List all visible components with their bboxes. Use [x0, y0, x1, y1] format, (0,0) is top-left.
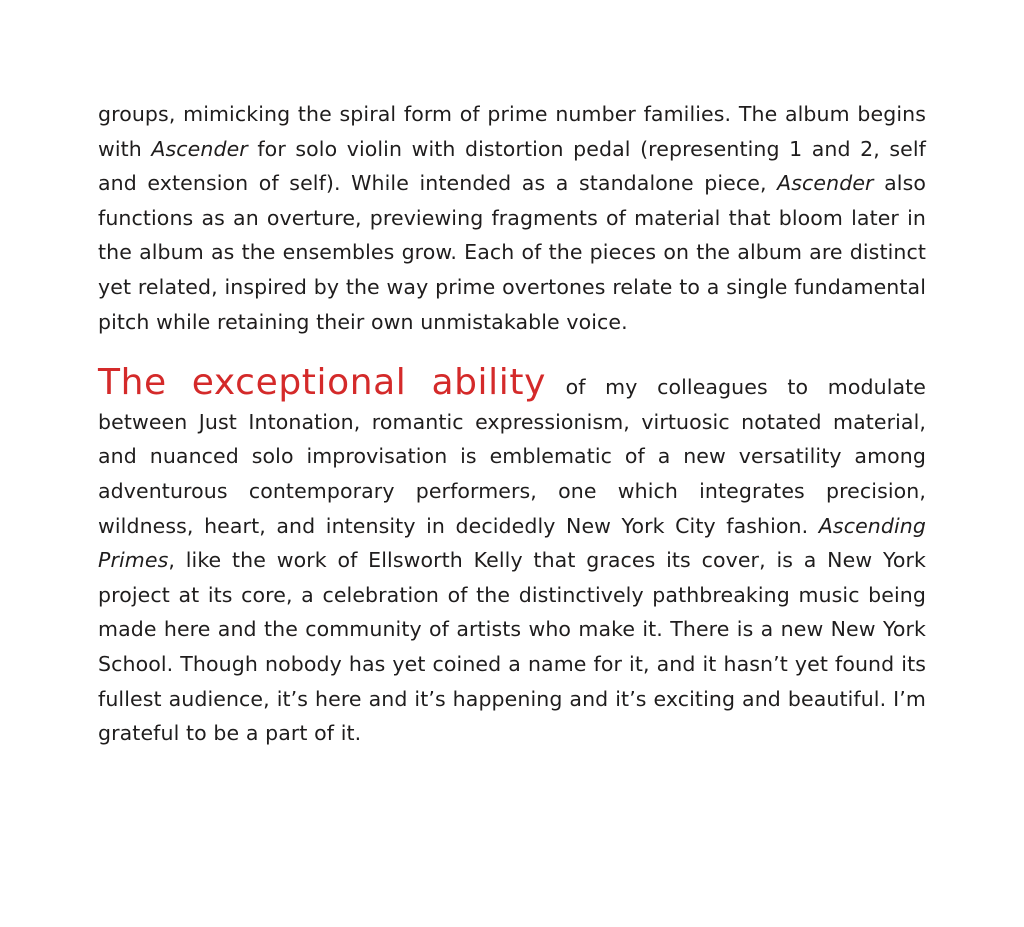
- paragraph-album-structure: [98, 97, 926, 339]
- paragraph-text: of my colleagues to modulate between Just Intonation, romantic expressionism, virtuosic notated material, and nuanced solo improvisation is emblematic of a new versatility among adventurous contemporary performers, one which integrates precision, wildness, heart, and intensity in decidedly New York City fashion.: [98, 375, 926, 538]
- paragraph-text: for solo violin with distortion pedal (representing 1 and 2, self and extension of self). While intended as a standalone piece,: [98, 136, 926, 196]
- italic-title-ascending-primes: Ascending Primes: [98, 513, 926, 573]
- lead-in-heading: The exceptional ability: [98, 362, 546, 404]
- paragraph-text: also functions as an overture, previewing fragments of material that bloom later in the album as the ensembles grow. Each of the pieces on the album are distinct yet related, inspired by the way prime overtones relate to a single fundamental pitch while retaining their own unmistakable voice.: [98, 171, 926, 334]
- paragraph-colleagues: [98, 362, 926, 751]
- italic-title-ascender: Ascender: [151, 136, 248, 161]
- paragraph-text: , like the work of Ellsworth Kelly that graces its cover, is a New York project at its core, a celebration of the distinctively pathbreaking music being made here and the community of artists who make it. There is a new New York School. Though nobody has yet coined a name for it, and it hasn’t yet found its fullest audience, it’s here and it’s happening and it’s exciting and beautiful. I’m grateful to be a part of it.: [98, 548, 926, 746]
- paragraph-text: groups, mimicking the spiral form of prime number families. The album begins with: [98, 102, 926, 161]
- italic-title-ascender: Ascender: [777, 171, 874, 196]
- liner-notes-page: [98, 97, 926, 751]
